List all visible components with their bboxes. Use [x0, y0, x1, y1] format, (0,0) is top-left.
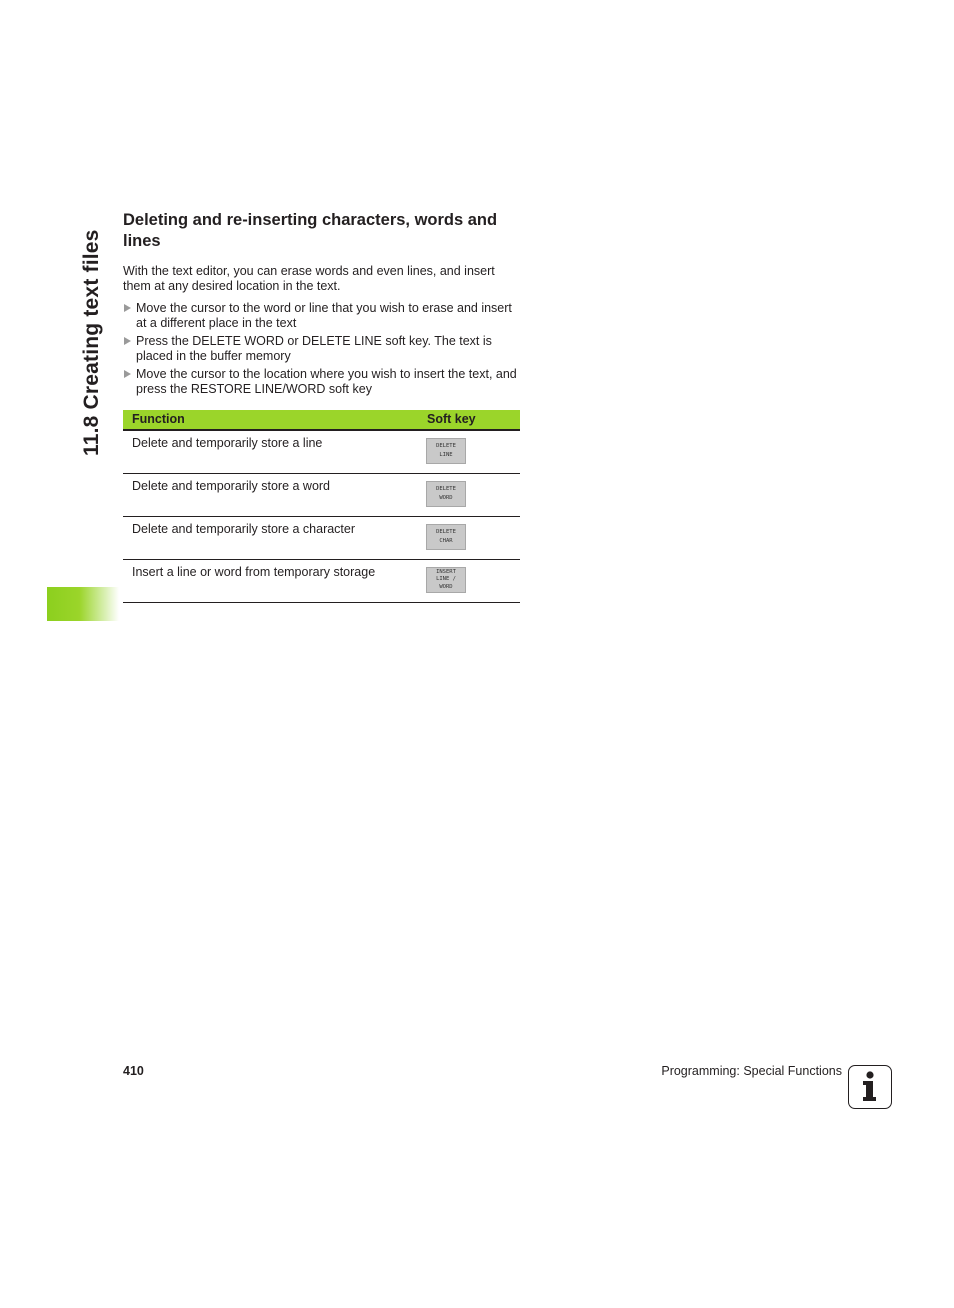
table-row: [123, 474, 520, 517]
info-glyph-icon: [849, 1066, 890, 1107]
chapter-side-title: 11.8 Creating text files: [80, 229, 103, 456]
info-icon: [848, 1065, 892, 1109]
softkey-label: DELETE: [436, 443, 456, 449]
step-text: Move the cursor to the word or line that you wish to erase and insert at a different place in the text: [136, 301, 512, 330]
step-text: Move the cursor to the location where you wish to insert the text, and press the RESTORE LINE/WORD soft key: [136, 367, 517, 396]
softkey-delete-word[interactable]: [426, 481, 466, 507]
table-row: [123, 517, 520, 560]
chapter-tab-marker: [47, 587, 119, 621]
triangle-bullet-icon: [124, 370, 131, 378]
table-row: [123, 431, 520, 474]
table-row: [123, 560, 520, 603]
footer-chapter: Programming: Special Functions: [661, 1064, 842, 1078]
step-item: [123, 334, 523, 363]
step-item: [123, 367, 523, 396]
softkey-label: WORD: [439, 583, 453, 590]
function-cell: Delete and temporarily store a word: [132, 479, 331, 493]
triangle-bullet-icon: [124, 304, 131, 312]
softkey-delete-line[interactable]: [426, 438, 466, 464]
triangle-bullet-icon: [124, 337, 131, 345]
softkey-label: CHAR: [439, 538, 453, 544]
table-header: [123, 410, 520, 431]
section-heading: Deleting and re-inserting characters, words and lines: [123, 211, 498, 250]
function-cell: Delete and temporarily store a character: [132, 522, 356, 536]
step-list: [123, 301, 523, 400]
softkey-label: DELETE: [436, 529, 456, 535]
softkey-insert-line-word[interactable]: [426, 567, 466, 593]
section-intro: With the text editor, you can erase words and even lines, and insert them at any desired location in the text.: [123, 264, 495, 293]
page-number: 410: [123, 1064, 144, 1078]
function-cell: Insert a line or word from temporary storage: [132, 565, 376, 579]
step-text: Press the DELETE WORD or DELETE LINE soft key. The text is placed in the buffer memory: [136, 334, 492, 363]
softkey-label: LINE: [439, 452, 453, 458]
softkey-label: LINE /: [436, 576, 456, 583]
softkey-label: WORD: [439, 495, 453, 501]
function-cell: Delete and temporarily store a line: [132, 436, 323, 450]
softkey-label: INSERT: [436, 568, 456, 575]
softkey-delete-char[interactable]: [426, 524, 466, 550]
header-softkey: Soft key: [427, 412, 476, 426]
step-item: [123, 301, 523, 330]
softkey-table: [123, 410, 520, 603]
softkey-label: DELETE: [436, 486, 456, 492]
header-function: Function: [132, 412, 185, 426]
